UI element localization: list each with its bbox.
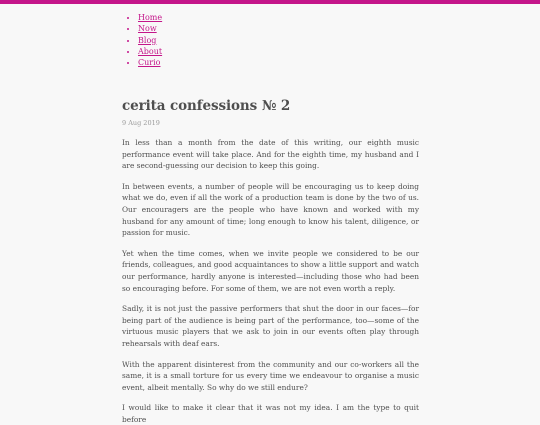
post-date: 9 Aug 2019 xyxy=(122,119,160,127)
nav-item-about xyxy=(138,46,162,57)
nav-item-now xyxy=(138,23,162,34)
nav-link-home[interactable]: Home xyxy=(138,13,163,22)
post-paragraph: I would like to make it clear that it was not my idea. I am the type to quit before xyxy=(122,403,419,424)
post-paragraph: With the apparent disinterest from the community and our co-workers all the same, it is a small torture for us every time we endeavour to organise a music event, albeit mentally. So why do we still endure? xyxy=(122,359,419,392)
nav-item-home xyxy=(138,12,162,23)
main-navigation xyxy=(122,12,162,68)
nav-link-now[interactable]: Now xyxy=(138,24,157,34)
post-paragraph: Yet when the time comes, when we invite people we considered to be our friends, colleagues, and good acquaintances to show a little support and watch our performance, hardly anyone is interested—including those who had been so encouraging before. For some of them, we are not even worth a reply. xyxy=(122,248,419,293)
nav-link-about[interactable]: About xyxy=(138,46,163,56)
nav-link-blog[interactable]: Blog xyxy=(138,35,157,45)
post-body xyxy=(122,137,419,425)
nav-item-blog xyxy=(138,35,162,46)
post-paragraph: In less than a month from the date of this writing, our eighth music performance event will take place. And for the eighth time, my husband and I are second-guessing our decision to keep this going. xyxy=(122,138,419,171)
post-paragraph: Sadly, it is not just the passive performers that shut the door in our faces—for being part of the audience is being part of the performance, too—some of the virtuous music players that we ask to join in our events often play through rehearsals with deaf ears. xyxy=(122,304,419,348)
nav-item-curio xyxy=(138,57,162,68)
blog-post xyxy=(122,98,419,425)
post-paragraph: In between events, a number of people will be encouraging us to keep doing what we do, even if all the work of a production team is done by the two of us. Our encouragers are the people who have known and worked with my husband for any amount of time; long enough to know his talent, diligence, or passion for music. xyxy=(122,181,419,238)
post-title: cerita confessions № 2 xyxy=(122,98,291,114)
top-accent-bar xyxy=(0,0,540,4)
nav-link-curio[interactable]: Curio xyxy=(138,58,161,68)
